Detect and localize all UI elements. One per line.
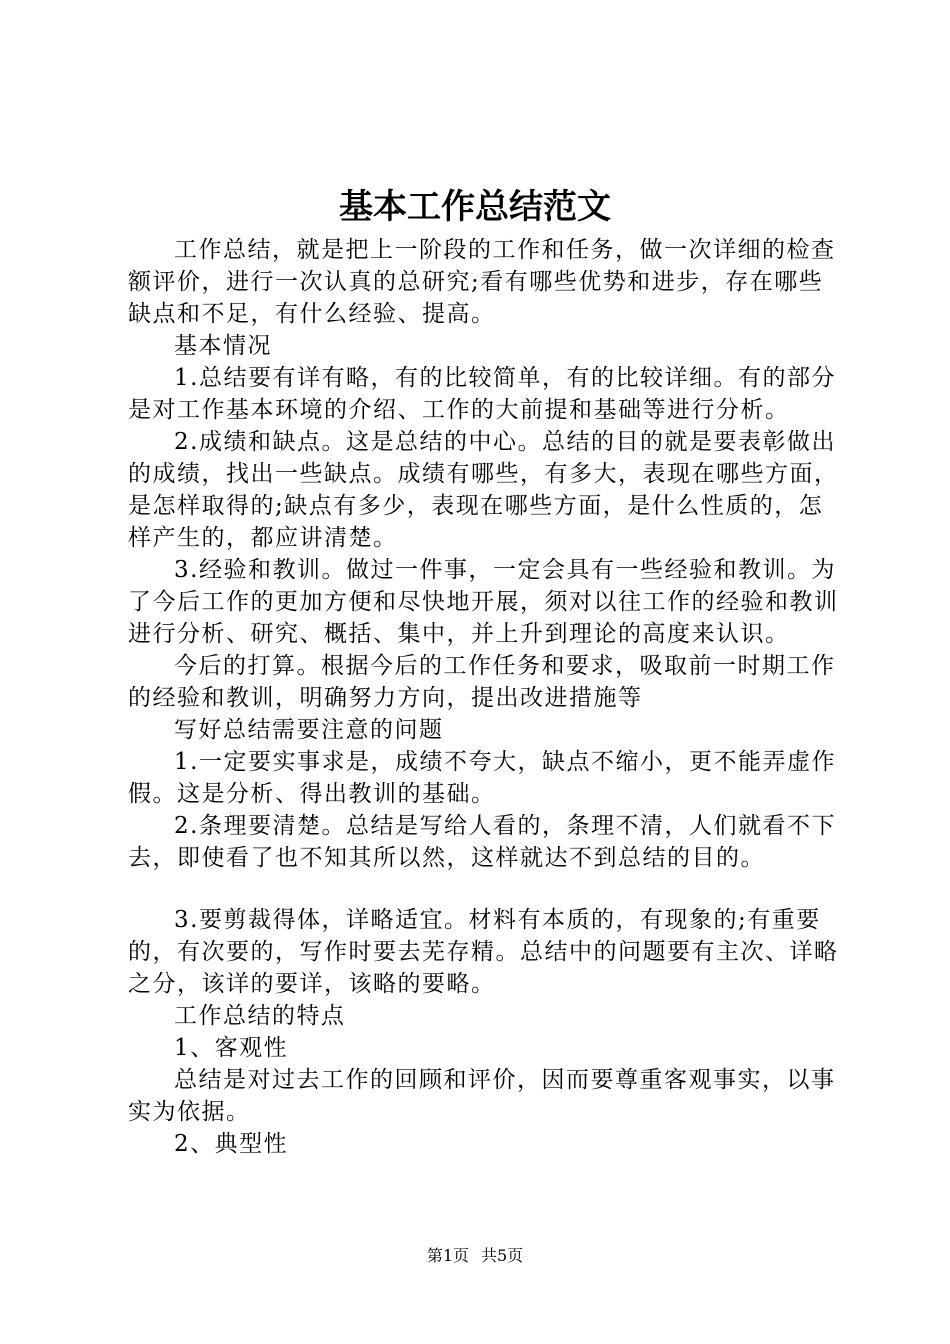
paragraph-note-1: 1.一定要实事求是，成绩不夸大，缺点不缩小，更不能弄虚作假。这是分析、得出教训的基础。	[128, 749, 836, 807]
page-number: 第1页	[426, 1246, 469, 1265]
heading-features: 工作总结的特点	[174, 1003, 346, 1029]
paragraph-point-2: 2.成绩和缺点。这是总结的中心。总结的目的就是要表彰做出的成绩，找出一些缺点。成绩有哪些，有多大，表现在哪些方面，是怎样取得的;缺点有多少，表现在哪些方面，是什么性质的，怎样产生的，都应讲清楚。	[128, 429, 839, 551]
document-body	[128, 234, 840, 1160]
heading-typicality: 2、典型性	[174, 1131, 289, 1157]
heading-basic-situation: 基本情况	[174, 333, 272, 359]
paragraph-objectivity: 总结是对过去工作的回顾和评价，因而要尊重客观事实，以事实为依据。	[128, 1067, 836, 1125]
paragraph-note-3: 3.要剪裁得体，详略适宜。材料有本质的，有现象的;有重要的，有次要的，写作时要去芜存精。总结中的问题要有主次、详略之分，该详的要详，该略的要略。	[128, 907, 839, 997]
paragraph-future-plan: 今后的打算。根据今后的工作任务和要求，吸取前一时期工作的经验和教训，明确努力方向，提出改进措施等	[128, 653, 836, 711]
paragraph-note-2: 2.条理要清楚。总结是写给人看的，条理不清，人们就看不下去，即使看了也不知其所以然，这样就达不到总结的目的。	[128, 813, 836, 871]
paragraph-point-1: 1.总结要有详有略，有的比较简单，有的比较详细。有的部分是对工作基本环境的介绍、工作的大前提和基础等进行分析。	[128, 365, 836, 423]
paragraph-intro: 工作总结，就是把上一阶段的工作和任务，做一次详细的检查额评价，进行一次认真的总研究;看有哪些优势和进步，存在哪些缺点和不足，有什么经验、提高。	[128, 237, 836, 327]
document-title: 基本工作总结范文	[339, 187, 611, 227]
paragraph-gap	[128, 874, 840, 904]
paragraph-point-3: 3.经验和教训。做过一件事，一定会具有一些经验和教训。为了今后工作的更加方便和尽快地开展，须对以往工作的经验和教训进行分析、研究、概括、集中，并上升到理论的高度来认识。	[128, 557, 839, 647]
heading-notes: 写好总结需要注意的问题	[174, 717, 444, 743]
heading-objectivity: 1、客观性	[174, 1035, 289, 1061]
page-total: 共5页	[481, 1246, 524, 1265]
page-footer	[0, 1243, 950, 1266]
